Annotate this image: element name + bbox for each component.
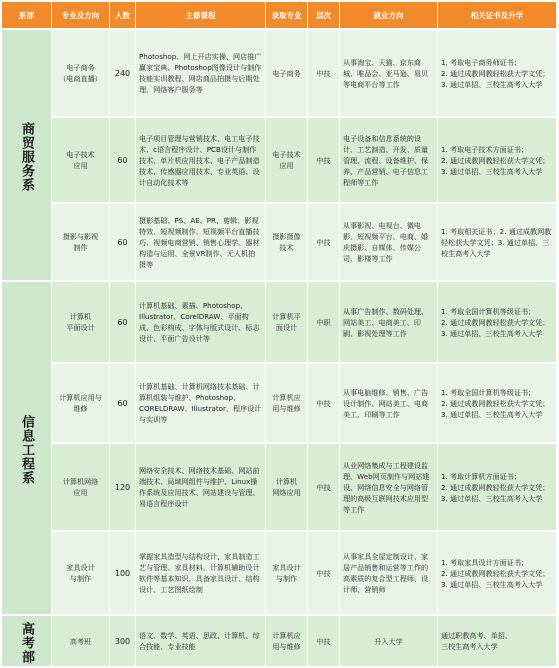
major-name: 电子商务 （电商直播） bbox=[52, 30, 110, 118]
table-row bbox=[2, 364, 557, 444]
level-cell: 中技 bbox=[308, 118, 340, 204]
courses-cell: 掌握家具造型与结构设计、家具制造工艺与管理、家具材料、计算机辅助设计软件等基本知识，具备家具设计、结构设计、工艺图纸绘制 bbox=[136, 532, 266, 616]
level-cell: 中技 bbox=[308, 444, 340, 532]
table-row bbox=[2, 532, 557, 616]
jobs-cell: 从事影视、电视台、微电影、短视频平台、电商、婚庆摄影、自媒体、传媒公司、影楼等工作 bbox=[340, 204, 438, 282]
table-row bbox=[2, 444, 557, 532]
admit-major: 计算机应 用与维修 bbox=[266, 616, 308, 668]
certs-cell: 1. 考取电子商务师证书； 2. 通过成教网教轻松获大学文凭； 3. 通过单招、三校生高考入大学 bbox=[438, 30, 557, 118]
jobs-cell: 电子设备和信息系统的设计、工艺制造、开发、质量管理、流程、设备维护、保养、产品营销、电子信息工程师等工作 bbox=[340, 118, 438, 204]
header-major: 专业及方向 bbox=[52, 2, 110, 30]
dept-name: 信息工程系 bbox=[2, 282, 52, 616]
certs-cell: 1. 考取相关证书；2. 通过成教网教轻松获大学文凭；3. 通过单招、三校生高考入大学 bbox=[438, 204, 557, 282]
courses-cell: Photoshop、网上开店实操、网店推广赢家宝典、Photoshop图像设计与制作技能实训教程、网店商品拍摄与后期处理、网络客户服务等 bbox=[136, 30, 266, 118]
header-count: 人数 bbox=[110, 2, 136, 30]
certs-cell: 1. 考取全国计算机等级证书； 2. 通过成教网教轻松获大学文凭；3. 通过单招、三校生高考入大学 bbox=[438, 282, 557, 364]
dept-name: 高考部 bbox=[2, 616, 52, 668]
table-row bbox=[2, 30, 557, 118]
level-cell: 中技 bbox=[308, 532, 340, 616]
certs-cell: 1. 考取全国计算机等级证书； 2. 通过成教网教轻松获大学文凭；3. 通过单招、三校生高考入大学 bbox=[438, 364, 557, 444]
student-count: 100 bbox=[110, 532, 136, 616]
table-row bbox=[2, 282, 557, 364]
courses-cell: 电子项目管理与营销技术、电工电子技术、c语言程序设计、PCB设计与制作技术、单片机应用技术、电子产品制造技术、传感器应用技术、专业英语、设计自动化技术等 bbox=[136, 118, 266, 204]
header-admit: 录取专业 bbox=[266, 2, 308, 30]
major-name: 电子技术 应用 bbox=[52, 118, 110, 204]
courses-cell: 计算机基础、素描、Photoshop、Illustrator、CorelDRAW、平面构成、色彩构成、字体与版式设计、标志设计、平面广告设计等 bbox=[136, 282, 266, 364]
certs-cell: 1. 考取家具设计方面证书； 2. 通过成教网教轻松获大学文凭；3. 通过单招、三校生高考入大学 bbox=[438, 532, 557, 616]
jobs-cell: 从事广告制作、数码处理、网站美工、电商美工、印刷、影视处理等工作 bbox=[340, 282, 438, 364]
major-name: 家具设计 与制作 bbox=[52, 532, 110, 616]
certs-cell: 通过职教高考、单招、 三校生高考入大学 bbox=[438, 616, 557, 668]
student-count: 60 bbox=[110, 364, 136, 444]
dept-name: 商贸服务系 bbox=[2, 30, 52, 282]
level-cell: 中技 bbox=[308, 364, 340, 444]
header-level: 层次 bbox=[308, 2, 340, 30]
major-name: 摄影与影视 制作 bbox=[52, 204, 110, 282]
admit-major: 摄影摄像 技术 bbox=[266, 204, 308, 282]
level-cell: 中技 bbox=[308, 204, 340, 282]
header-dept: 系部 bbox=[2, 2, 52, 30]
table-row bbox=[2, 118, 557, 204]
admit-major: 计算机平 面设计 bbox=[266, 282, 308, 364]
major-name: 计算机 平面设计 bbox=[52, 282, 110, 364]
admit-major: 电子商务 bbox=[266, 30, 308, 118]
admit-major: 计算机应 用与维修 bbox=[266, 364, 308, 444]
majors-table bbox=[2, 2, 557, 668]
student-count: 120 bbox=[110, 444, 136, 532]
certs-cell: 1. 考取电子技术方面证书； 2. 通过成教网教轻松获大学文凭；3. 通过单招、三校生高考入大学 bbox=[438, 118, 557, 204]
admit-major: 电子技术 应用 bbox=[266, 118, 308, 204]
header-jobs: 就业方向 bbox=[340, 2, 438, 30]
major-name: 高考班 bbox=[52, 616, 110, 668]
header-certs: 相关证书及升学 bbox=[438, 2, 557, 30]
student-count: 60 bbox=[110, 204, 136, 282]
student-count: 300 bbox=[110, 616, 136, 668]
certs-cell: 1. 考取计算机方面证书； 2. 通过成教网教轻松获大学文凭；3. 通过单招、三校生高考入大学 bbox=[438, 444, 557, 532]
student-count: 60 bbox=[110, 282, 136, 364]
jobs-cell: 从事淘宝、天猫、京东商城、唯品会、亚马逊、易贝等电商平台等工作 bbox=[340, 30, 438, 118]
jobs-cell: 从业网络集成与工程建设监理、Web网页制作与网站建设、网络信息安全与网络管理的高级互联网技术应用型等工作 bbox=[340, 444, 438, 532]
courses-cell: 计算机基础、计算机网络技术基础、计算机组装与维护、Photoshop、CORELDRAW、Illustrator、程序设计与实训等 bbox=[136, 364, 266, 444]
table-row bbox=[2, 616, 557, 668]
courses-cell: 语文、数学、英语、思政、计算机、综合技能、专业技能 bbox=[136, 616, 266, 668]
courses-cell: 摄影基础、PS、AE、PR、剪辑、影视特效、短视频制作、短视频平台直播技巧、视频电商营销、销售心理学、器材构造与运用、全景VR制作、无人机拍摄等 bbox=[136, 204, 266, 282]
admit-major: 家具设计 与制作 bbox=[266, 532, 308, 616]
courses-cell: 网络安全技术、网络技术基础、网站前端技术、局域网组件与维护、Linux操作系统及应用技术、网站建设与管理、易语言程序设计 bbox=[136, 444, 266, 532]
jobs-cell: 从事家具全屋定制设计、家居产品销售和运营等工作的高素质的复合型工程师、设计师、营销师 bbox=[340, 532, 438, 616]
level-cell: 中技 bbox=[308, 616, 340, 668]
student-count: 60 bbox=[110, 118, 136, 204]
major-name: 计算机应用与 维修 bbox=[52, 364, 110, 444]
level-cell: 中技 bbox=[308, 30, 340, 118]
jobs-cell: 从事电脑维修、销售、广告设计制作、网站美工、电商美工、印刷等工作 bbox=[340, 364, 438, 444]
header-row bbox=[2, 2, 557, 30]
student-count: 240 bbox=[110, 30, 136, 118]
table-row bbox=[2, 204, 557, 282]
admit-major: 计算机 网络应用 bbox=[266, 444, 308, 532]
major-name: 计算机网络 应用 bbox=[52, 444, 110, 532]
jobs-cell: 升入大学 bbox=[340, 616, 438, 668]
level-cell: 中职 bbox=[308, 282, 340, 364]
header-courses: 主修课程 bbox=[136, 2, 266, 30]
